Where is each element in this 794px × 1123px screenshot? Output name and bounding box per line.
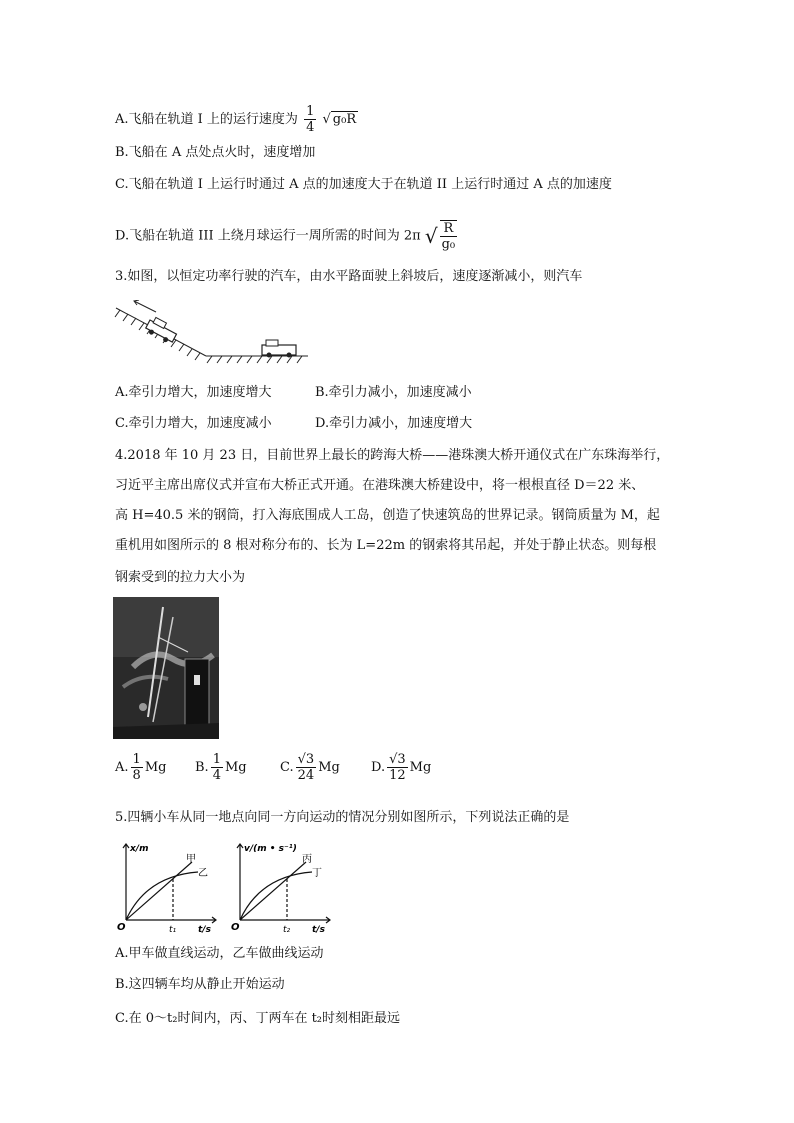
y-axis-label: x/m [130, 844, 149, 854]
q4-option-c [280, 752, 340, 783]
q3-option-b: B.牵引力减小，加速度减小 [315, 385, 472, 400]
t2-tick-label: t₂ [283, 925, 291, 935]
q4-stem-line-5: 钢索受到的拉力大小为 [115, 570, 246, 585]
option-label: C. [280, 760, 294, 775]
x-axis-label: t/s [198, 925, 211, 935]
origin-label: O [231, 922, 240, 933]
fraction-denominator: 4 [306, 120, 315, 135]
q3-option-a: A.牵引力增大，加速度增大 [115, 385, 272, 400]
curve-ding [240, 872, 312, 920]
curve-label-jia: 甲 [186, 854, 196, 865]
x-axis-label: t/s [312, 925, 325, 935]
t1-tick-label: t₁ [169, 925, 177, 935]
fraction [211, 752, 223, 783]
fraction-denominator: 8 [132, 768, 141, 783]
fraction [387, 752, 408, 783]
crane-photo [113, 597, 219, 739]
q2-option-c: C.飞船在轨道 I 上运行时通过 A 点的加速度大于在轨道 II 上运行时通过 A 点的加速度 [115, 177, 612, 192]
q5-option-a: A.甲车做直线运动，乙车做曲线运动 [115, 946, 324, 961]
y-axis-label: v/(m • s⁻¹) [244, 844, 297, 854]
q3-option-d: D.牵引力减小，加速度增大 [315, 416, 473, 431]
q2-option-d-text: D.飞船在轨道 III 上绕月球运行一周所需的时间为 2π [115, 228, 421, 244]
q4-stem-line-2: 习近平主席出席仪式并宣布大桥正式开通。在港珠澳大桥建设中，将一根根直径 D＝22 米、 [115, 478, 645, 493]
q4-stem-line-4: 重机用如图所示的 8 根对称分布的、长为 L=22m 的钢索将其吊起，并处于静止状态。则每根 [115, 538, 657, 553]
curve-yi [126, 872, 198, 920]
q2-option-d [115, 220, 459, 252]
curve-bing [240, 862, 306, 920]
q2-option-a-text: A.飞船在轨道 I 上的运行速度为 [115, 112, 298, 127]
q5-option-b: B.这四辆车均从静止开始运动 [115, 977, 285, 992]
fraction [131, 752, 143, 783]
q5-stem: 5.四辆小车从同一地点向同一方向运动的情况分别如图所示，下列说法正确的是 [115, 810, 570, 825]
square-root: √ [424, 224, 438, 248]
fraction-denominator: 12 [389, 768, 406, 783]
q5-option-c: C.在 0～t₂时间内，丙、丁两车在 t₂时刻相距最远 [115, 1011, 401, 1026]
q4-stem-line-1: 4.2018 年 10 月 23 日，目前世界上最长的跨海大桥——港珠澳大桥开通仪式在广东珠海举行， [115, 448, 670, 463]
option-label: A. [115, 760, 129, 775]
fraction [296, 752, 317, 783]
unit: Mg [144, 760, 167, 775]
curve-jia [126, 862, 192, 920]
q3-stem: 3.如图，以恒定功率行驶的汽车，由水平路面驶上斜坡后，速度逐渐减小，则汽车 [115, 269, 583, 284]
fraction-denominator: 24 [297, 768, 315, 783]
origin-label: O [117, 922, 126, 933]
arrow-icon [134, 300, 156, 312]
option-label: D. [371, 760, 386, 775]
unit: Mg [409, 760, 432, 775]
slope-car-diagram [112, 300, 312, 368]
square-root: √ g₀R [322, 111, 357, 127]
car-on-slope [144, 316, 179, 346]
fraction-numerator: R [440, 221, 458, 237]
option-label: B. [195, 760, 209, 775]
fraction [440, 220, 458, 252]
q3-option-c: C.牵引力增大，加速度减小 [115, 416, 272, 431]
curve-label-yi: 乙 [198, 868, 208, 879]
xt-graph [112, 838, 220, 936]
q2-option-a [115, 104, 358, 135]
curve-label-bing: 丙 [302, 854, 312, 865]
q4-stem-line-3: 高 H=40.5 米的钢筒，打入海底围成人工岛，创造了快速筑岛的世界记录。钢筒质量为 M，起 [115, 508, 660, 523]
fraction-numerator: √3 [389, 752, 406, 767]
curve-label-ding: 丁 [312, 868, 322, 879]
unit: Mg [224, 760, 247, 775]
fraction-numerator: 1 [132, 752, 141, 767]
fraction [304, 104, 316, 135]
unit: Mg [318, 760, 340, 775]
fraction-denominator: 4 [212, 768, 221, 783]
fraction-numerator: 1 [212, 752, 221, 767]
vt-graph [226, 838, 334, 936]
q4-option-d [371, 752, 431, 783]
q4-option-b [195, 752, 247, 783]
radicand: g₀R [332, 111, 357, 127]
car-on-flat [262, 340, 296, 358]
q4-option-a [115, 752, 166, 783]
q2-option-b: B.飞船在 A 点处点火时，速度增加 [115, 145, 316, 160]
fraction-denominator: g₀ [441, 237, 456, 252]
fraction-numerator: 1 [306, 104, 315, 119]
fraction-numerator: √3 [297, 752, 315, 767]
